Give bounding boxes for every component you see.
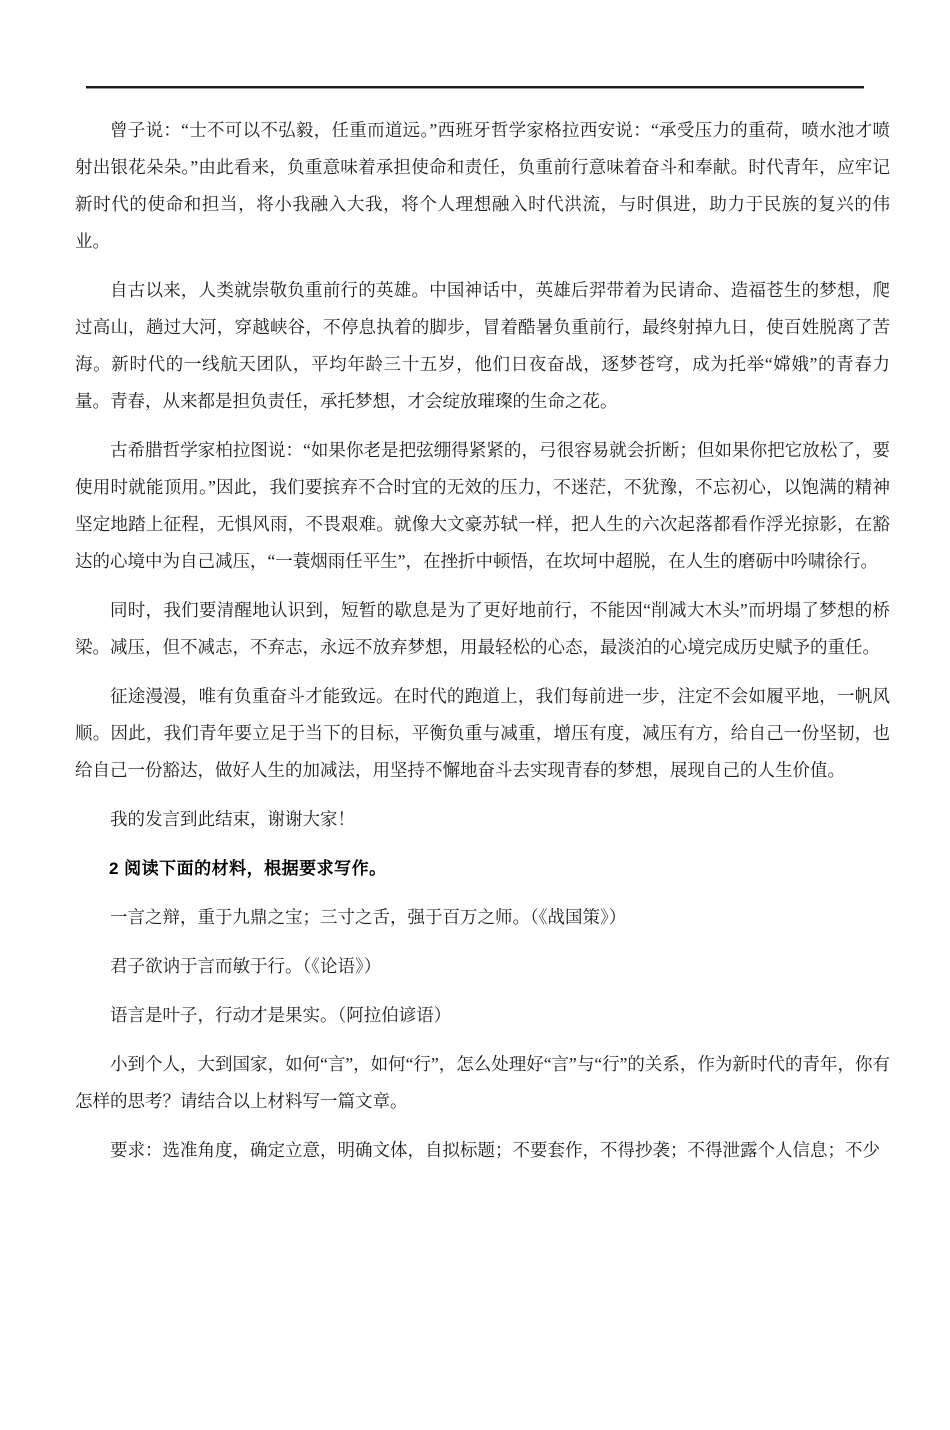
speech-paragraph-5: 征途漫漫，唯有负重奋斗才能致远。在时代的跑道上，我们每前进一步，注定不会如履平地，一帆风顺。因此，我们青年要立足于当下的目标，平衡负重与减重，增压有度，减压有方，给自己一份坚韧，也给自己一份豁达，做好人生的加减法，用坚持不懈地奋斗去实现青春的梦想，展现自己的人生价值。 xyxy=(75,686,890,780)
question-2-heading: 2 阅读下面的材料，根据要求写作。 xyxy=(109,859,387,878)
document-page xyxy=(0,86,950,1430)
speech-paragraph-1: 曾子说：“士不可以不弘毅，任重而道远。”西班牙哲学家格拉西安说：“承受压力的重荷，喷水池才喷射出银花朵朵。”由此看来，负重意味着承担使命和责任，负重前行意味着奋斗和奉献。时代青年，应牢记新时代的使命和担当，将小我融入大我，将个人理想融入时代洪流，与时俱进，助力于民族的复兴的伟业。 xyxy=(75,120,890,251)
speech-paragraph-3: 古希腊哲学家柏拉图说：“如果你老是把弦绷得紧紧的，弓很容易就会折断；但如果你把它放松了，要使用时就能顶用。”因此，我们要摈弃不合时宜的无效的压力，不迷茫，不犹豫，不忘初心，以饱满的精神坚定地踏上征程，无惧风雨，不畏艰难。就像大文豪苏轼一样，把人生的六次起落都看作浮光掠影，在豁达的心境中为自己减压，“一蓑烟雨任平生”，在挫折中顿悟，在坎坷中超脱，在人生的磨砺中吟啸徐行。 xyxy=(75,440,890,571)
quote-lunyu: 君子欲讷于言而敏于行。（《论语》） xyxy=(110,956,382,976)
prompt-paragraph: 小到个人，大到国家，如何“言”，如何“行”，怎么处理好“言”与“行”的关系，作为新时代的青年，你有怎样的思考？请结合以上材料写一篇文章。 xyxy=(75,1054,890,1111)
speech-paragraph-2: 自古以来，人类就崇敬负重前行的英雄。中国神话中，英雄后羿带着为民请命、造福苍生的梦想，爬过高山，趟过大河，穿越峡谷，不停息执着的脚步，冒着酷暑负重前行，最终射掉九日，使百姓脱离了苦海。新时代的一线航天团队，平均年龄三十五岁，他们日夜奋战，逐梦苍穹，成为托举“嫦娥”的青春力量。青春，从来都是担负责任，承托梦想，才会绽放璀璨的生命之花。 xyxy=(75,280,890,411)
speech-closing-line: 我的发言到此结束，谢谢大家！ xyxy=(110,809,355,829)
speech-paragraph-4: 同时，我们要清醒地认识到，短暂的歇息是为了更好地前行，不能因“削减大木头”而坍塌了梦想的桥梁。减压，但不减志，不弃志，永远不放弃梦想，用最轻松的心态，最淡泊的心境完成历史赋予的重任。 xyxy=(75,600,890,657)
requirements-paragraph: 要求：选准角度，确定立意，明确文体，自拟标题；不要套作，不得抄袭；不得泄露个人信息；不少 xyxy=(110,1140,880,1160)
document-body xyxy=(0,89,950,1169)
quote-arabic-proverb: 语言是叶子，行动才是果实。（阿拉伯谚语） xyxy=(110,1005,452,1025)
quote-zhanguoce: 一言之辩，重于九鼎之宝；三寸之舌，强于百万之师。（《战国策》） xyxy=(110,907,627,927)
